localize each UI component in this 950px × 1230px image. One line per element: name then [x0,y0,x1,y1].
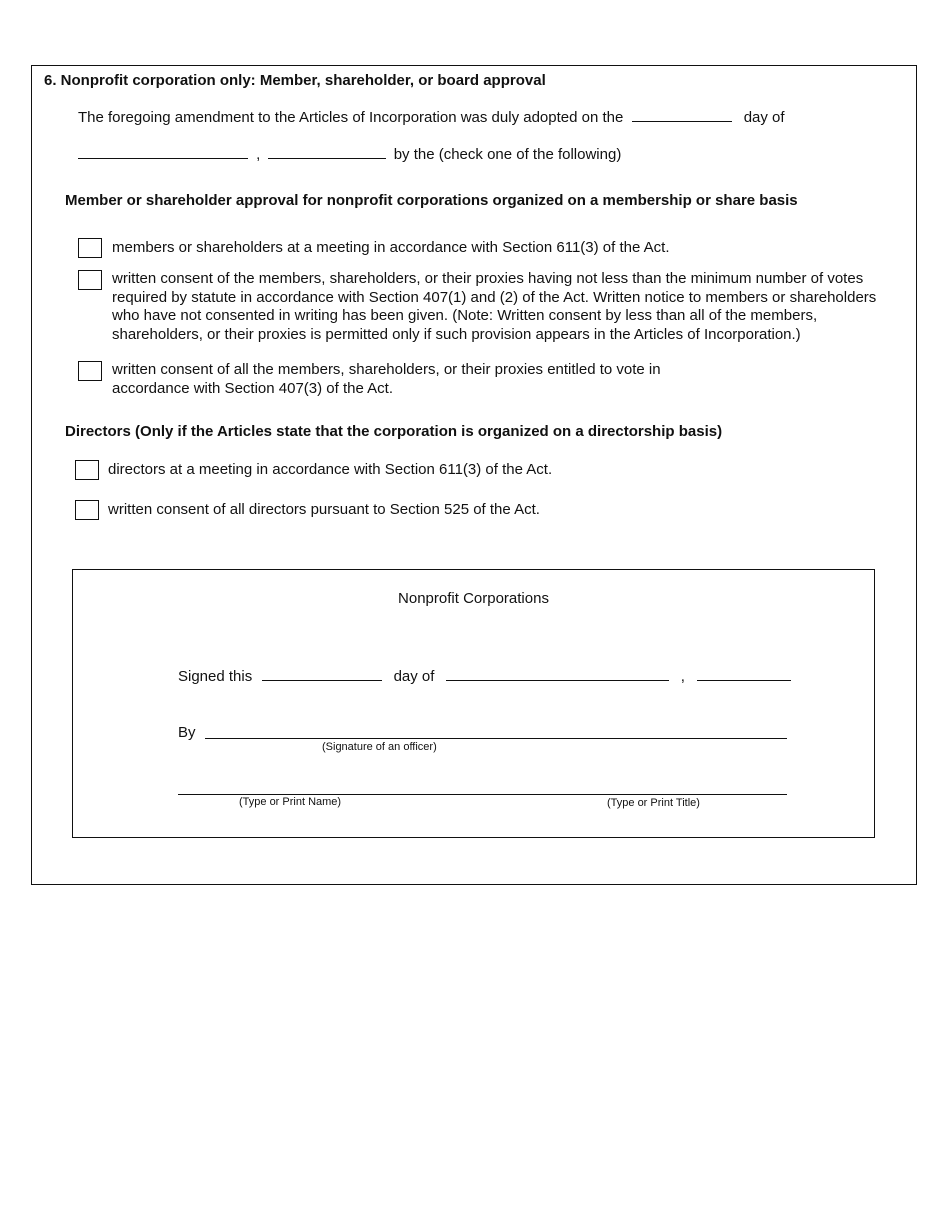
directors-meeting-checkbox[interactable] [75,460,99,480]
section-6-heading: 6. Nonprofit corporation only: Member, shareholder, or board approval [44,72,546,89]
signed-this-label: Signed this [178,668,253,685]
name-caption: (Type or Print Name) [239,796,342,808]
signed-comma: , [680,668,685,685]
day-of-label: day of [743,109,785,126]
adopted-year-field[interactable] [268,145,386,159]
directors-written-consent-checkbox[interactable] [75,500,99,520]
signed-day-field[interactable] [262,667,382,681]
adopted-line [78,108,785,127]
signed-line [178,667,791,686]
member-meeting-label: members or shareholders at a meeting in accordance with Section 611(3) of the Act. [112,239,670,256]
signature-box [72,569,875,838]
adopted-day-field[interactable] [632,108,732,122]
signature-box-title: Nonprofit Corporations [398,590,549,607]
signed-year-field[interactable] [697,667,791,681]
name-title-field[interactable] [178,794,787,795]
directors-section-heading: Directors (Only if the Articles state that the corporation is organized on a directorship basis) [65,423,723,440]
signed-day-of-label: day of [393,668,435,685]
member-section-heading: Member or shareholder approval for nonprofit corporations organized on a membership or share basis [65,192,798,209]
directors-written-consent-label: written consent of all directors pursuant to Section 525 of the Act. [108,501,540,518]
title-caption: (Type or Print Title) [607,797,700,809]
check-one-label: by the (check one of the following) [393,146,622,163]
member-all-consent-label: written consent of all the members, shareholders, or their proxies entitled to vote in accordance with Section 407(3) of the Act. [112,361,661,397]
member-meeting-checkbox[interactable] [78,238,102,258]
member-all-consent-checkbox[interactable] [78,361,102,381]
adopted-month-field[interactable] [78,145,248,159]
signature-caption: (Signature of an officer) [322,741,437,753]
signed-month-field[interactable] [446,667,669,681]
by-label: By [178,724,196,741]
directors-meeting-label: directors at a meeting in accordance with Section 611(3) of the Act. [108,461,553,478]
signature-field[interactable] [205,738,787,739]
comma: , [256,146,261,163]
adopted-date-line [78,145,621,164]
member-written-consent-label: written consent of the members, shareholders, or their proxies having not less than the minimum number of votes required by statute in accordance with Section 407(1) and (2) of the Act. Written notice to members or shareholders who have not consented in writing has been given. (Note: Written consent by less than all of the members, shareholders, or their proxies is permitted only if such provision appears in the Articles of Incorporation.) [112,270,877,344]
adopted-prefix: The foregoing amendment to the Articles of Incorporation was duly adopted on the [78,109,624,126]
member-written-consent-checkbox[interactable] [78,270,102,290]
